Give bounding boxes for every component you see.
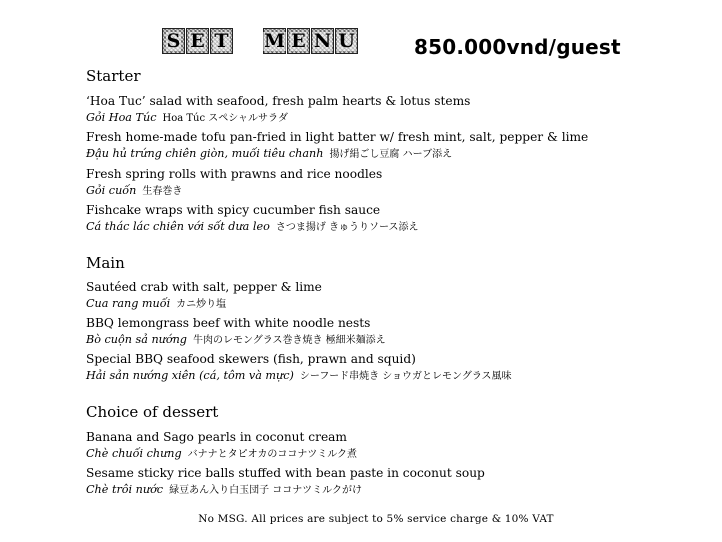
japanese-name: 緑豆あん入り白玉団子 ココナツミルクがけ [169,485,362,496]
vietnamese-name: Bò cuộn sả nướng [86,333,187,346]
vietnamese-name: Chè trôi nước [86,483,164,496]
title-letter-tile: S [162,28,185,54]
dish-name: Sautéed crab with salt, pepper & lime [86,280,322,294]
title-letter-tile: U [335,28,358,54]
dish-translation [86,219,419,236]
dish-name: Special BBQ seafood skewers (fish, prawn and squid) [86,352,416,366]
japanese-name: 牛肉のレモングラス巻き焼き 極細米麺添え [192,335,386,346]
vietnamese-name: Đậu hủ trứng chiên giòn, muối tiêu chanh [86,147,324,160]
menu-item [86,429,357,463]
menu-item [86,351,512,385]
dish-translation [86,368,512,385]
vietnamese-name: Chè chuối chưng [86,447,182,460]
section-heading-main: Main [86,254,125,272]
japanese-name: 生春巻き [142,186,183,197]
japanese-name: さつま揚げ きゅうりソース添え [275,222,419,233]
title-word-menu [263,28,358,54]
vietnamese-name: Cua rang muối [86,297,171,310]
japanese-name: シーフード串焼き ショウガとレモングラス風味 [299,371,512,382]
japanese-name: Hoa Túc スペシャルサラダ [162,113,288,124]
vietnamese-name: Cá thác lác chiên với sốt dưa leo [86,220,270,233]
footer-note [0,513,722,525]
menu-item [86,166,382,200]
dish-name: Fresh home-made tofu pan-fried in light batter w/ fresh mint, salt, pepper & lime [86,130,589,144]
dish-name: Fishcake wraps with spicy cucumber fish sauce [86,203,381,217]
dish-translation [86,296,322,313]
title-letter-tile: M [263,28,286,54]
menu-item [86,129,588,163]
section-heading-starter: Starter [86,67,141,85]
title-letter-tile: E [287,28,310,54]
vietnamese-name: Hải sản nướng xiên (cá, tôm và mực) [86,369,294,382]
menu-item [86,279,322,313]
menu-item [86,202,419,236]
price-per-guest: 850.000vnd/guest [414,35,621,59]
section-heading-dessert: Choice of dessert [86,403,219,421]
vietnamese-name: Gỏi cuốn [86,184,137,197]
japanese-name: バナナとタピオカのココナツミルク煮 [187,449,358,460]
dish-translation [86,110,470,127]
footer-note-text: No MSG. All prices are subject to 5% service charge & 10% VAT [198,513,554,525]
dish-name: Fresh spring rolls with prawns and rice noodles [86,167,383,181]
dish-translation [86,183,382,200]
dish-name: BBQ lemongrass beef with white noodle nests [86,316,371,330]
dish-translation [86,482,485,499]
dish-translation [86,146,588,163]
japanese-name: カニ炒り塩 [176,299,227,310]
vietnamese-name: Gỏi Hoa Túc [86,111,157,124]
dish-name: Sesame sticky rice balls stuffed with bean paste in coconut soup [86,466,485,480]
japanese-name: 揚げ絹ごし豆腐 ハーブ添え [329,149,453,160]
title-letter-tile: T [210,28,233,54]
title-letter-tile: N [311,28,334,54]
menu-item [86,465,485,499]
title-letter-tile: E [186,28,209,54]
dish-translation [86,332,386,349]
menu-item [86,93,470,127]
title-word-set [162,28,233,54]
dish-name: ‘Hoa Tuc’ salad with seafood, fresh palm hearts & lotus stems [86,94,471,108]
dish-translation [86,446,357,463]
dish-name: Banana and Sago pearls in coconut cream [86,430,347,444]
menu-item [86,315,386,349]
